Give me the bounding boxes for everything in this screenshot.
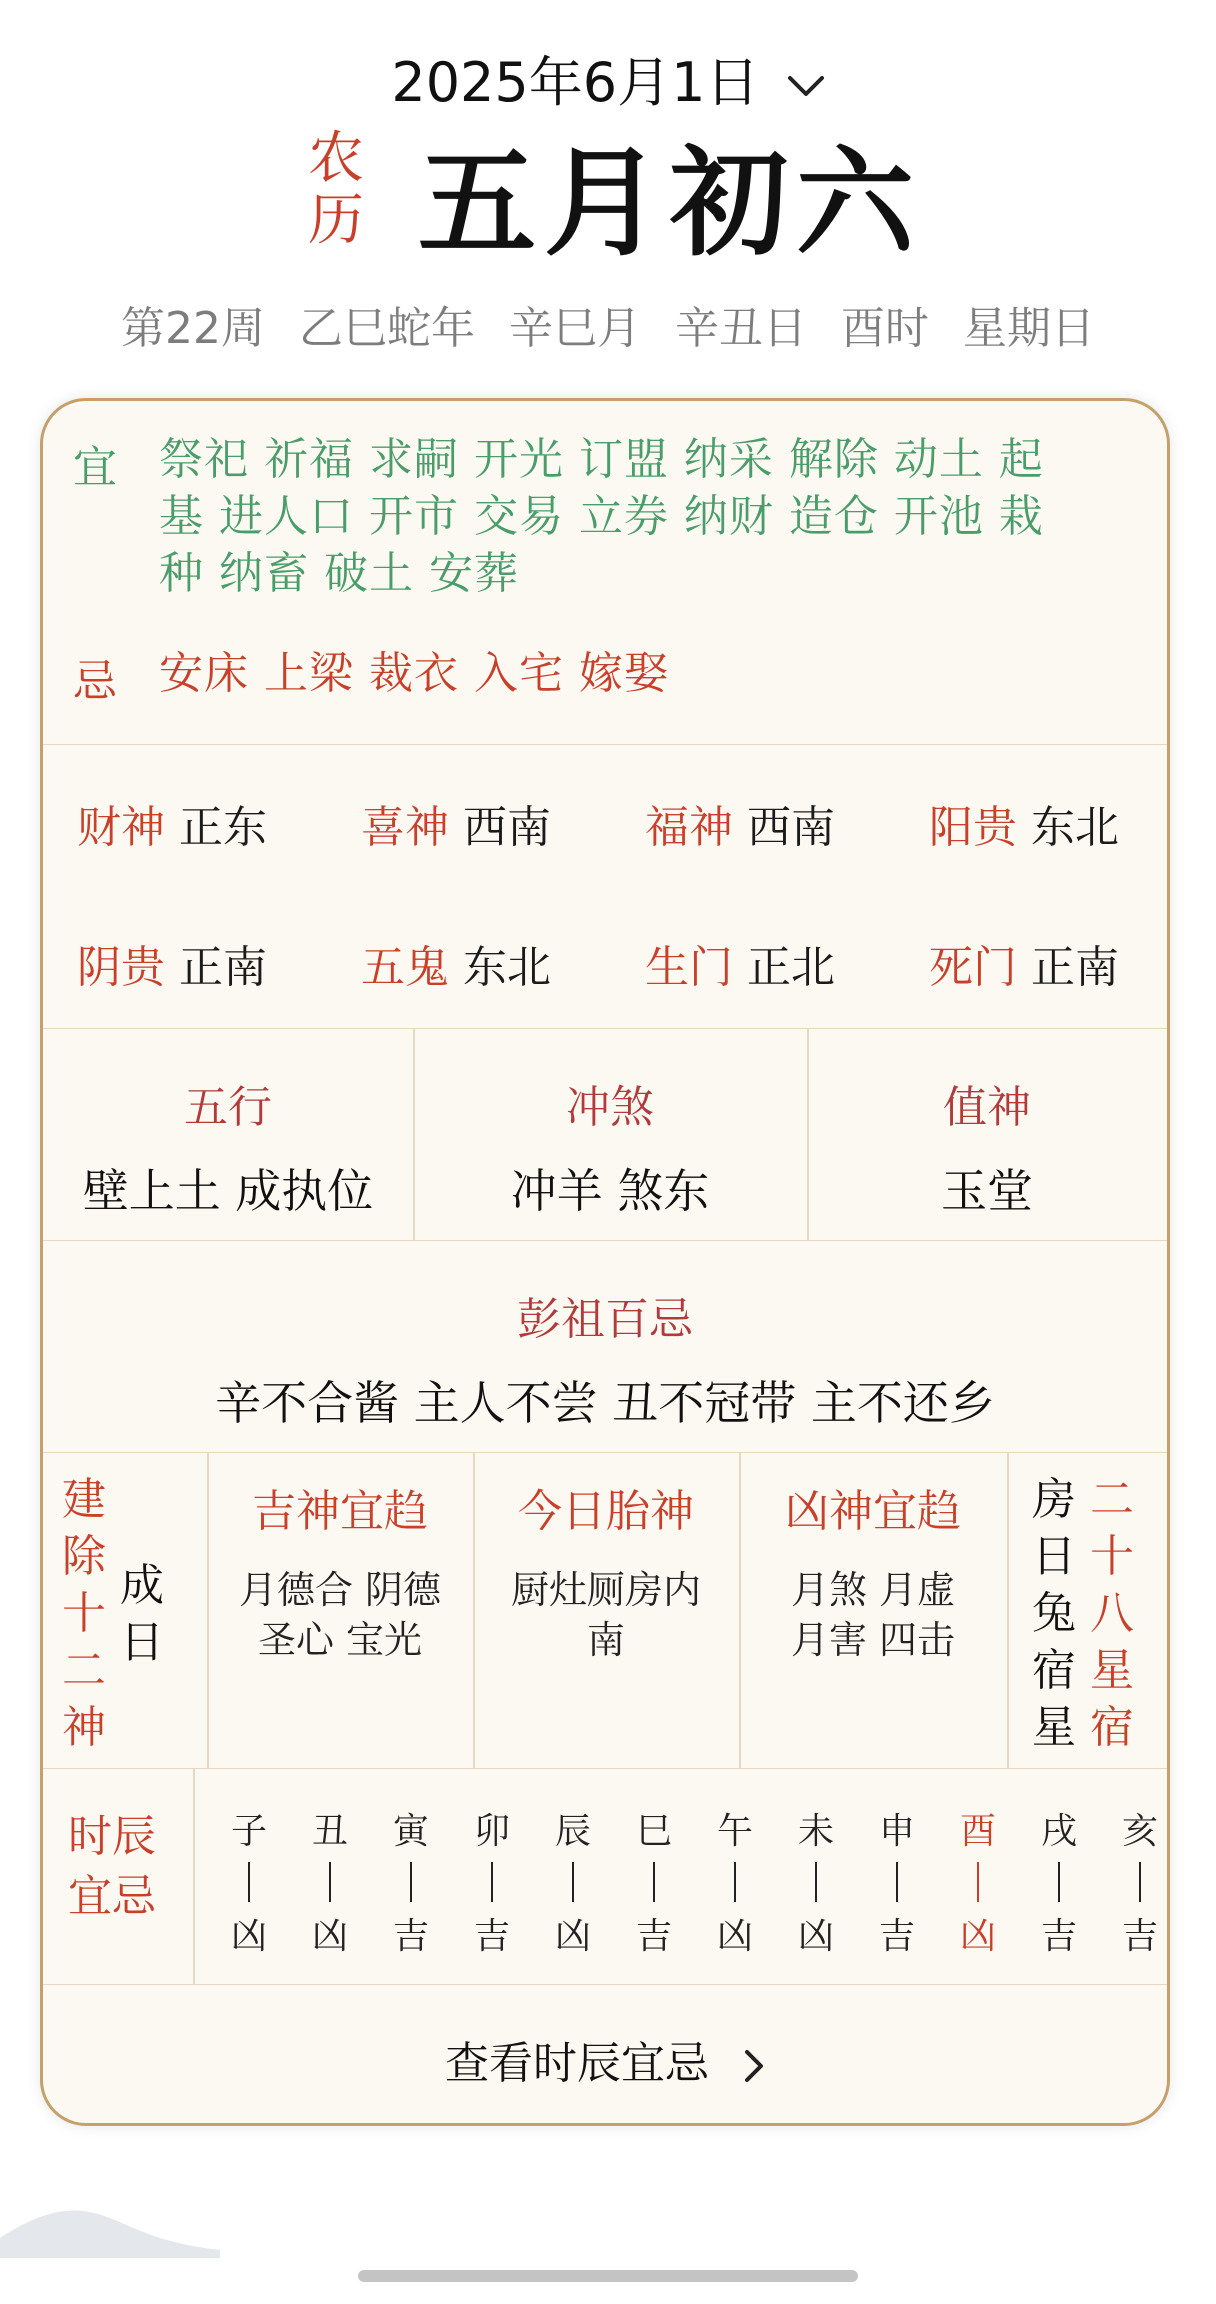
weekday: 星期日 — [963, 303, 1095, 354]
view-hours-link[interactable]: 查看时辰宜忌 — [43, 2027, 1167, 2091]
hour-name: 未 — [797, 1811, 834, 1852]
god-fu: 福神 西南 — [645, 802, 835, 853]
taishen-cell: 今日胎神 厨灶厕房内 南 — [510, 1486, 701, 1662]
xiu-label: 二 十 八 星 宿 — [1090, 1474, 1134, 1753]
hour-item[interactable] — [867, 1803, 927, 1959]
god-shengmen: 生门 正北 — [645, 942, 835, 993]
hour-result: 吉 — [635, 1916, 672, 1957]
hour-name: 午 — [716, 1811, 753, 1852]
jianchu-label: 建 除 十 二 神 — [62, 1474, 106, 1753]
jianchu-value: 成 日 — [120, 1560, 164, 1668]
hour-result: 凶 — [797, 1916, 834, 1957]
month-ganzhi: 辛巳月 — [509, 303, 641, 354]
lunar-tag: 农 历 — [308, 126, 364, 253]
lunar-date: 五月初六 — [418, 134, 923, 272]
hour-divider — [248, 1862, 250, 1902]
hour-result: 吉 — [1040, 1916, 1077, 1957]
hour-divider — [977, 1862, 979, 1902]
chevron-down-icon — [787, 74, 825, 98]
god-simen: 死门 正南 — [929, 942, 1119, 993]
hour-item[interactable] — [1029, 1803, 1089, 1959]
gods-directions-section — [43, 745, 1167, 1029]
yi-text: 祭祀 祈福 求嗣 开光 订盟 纳采 解除 动土 起 基 进人口 开市 交易 立券 纳财 造仓 开池 栽 种 纳畜 破土 安葬 — [159, 434, 1044, 599]
hours-section — [43, 1769, 1167, 1985]
xiongshen-cell: 凶神宜趋 月煞 月虚 月害 四击 — [785, 1486, 961, 1662]
hour-result: 凶 — [716, 1916, 753, 1957]
year-ganzhi: 乙巳蛇年 — [299, 303, 475, 354]
god-wugui: 五鬼 东北 — [361, 942, 551, 993]
god-cai: 财神 正东 — [77, 802, 267, 853]
hour-divider — [815, 1862, 817, 1902]
xiu-value: 房 日 兔 宿 星 — [1032, 1474, 1076, 1753]
hour-result: 吉 — [1121, 1916, 1158, 1957]
hour-item[interactable] — [462, 1803, 522, 1959]
god-yanggui: 阳贵 东北 — [929, 802, 1119, 853]
hour-ganzhi: 酉时 — [841, 303, 929, 354]
pengzu-title: 彭祖百忌 — [517, 1294, 693, 1345]
hour-item[interactable] — [300, 1803, 360, 1959]
hour-divider — [410, 1862, 412, 1902]
wuxing-chongsha-zhishen-section — [43, 1029, 1167, 1241]
hour-result: 凶 — [959, 1916, 996, 1957]
jianchu-cell — [43, 1453, 207, 1768]
hour-item[interactable] — [705, 1803, 765, 1959]
hour-divider — [896, 1862, 898, 1902]
hours-label: 时辰 宜忌 — [68, 1811, 156, 1922]
hour-name: 申 — [878, 1811, 915, 1852]
hour-divider — [329, 1862, 331, 1902]
pengzu-section — [43, 1241, 1167, 1453]
chongsha-cell: 冲煞 冲羊 煞东 — [510, 1082, 710, 1218]
jishen-cell: 吉神宜趋 月德合 阴德 圣心 宝光 — [238, 1486, 442, 1662]
date-picker[interactable] — [0, 40, 1216, 117]
mountain-decoration — [0, 2198, 220, 2258]
xiu-cell — [1007, 1453, 1167, 1768]
hour-item[interactable] — [543, 1803, 603, 1959]
hour-result: 凶 — [311, 1916, 348, 1957]
hour-divider — [653, 1862, 655, 1902]
hour-name: 寅 — [392, 1811, 429, 1852]
hour-name: 辰 — [554, 1811, 591, 1852]
hour-divider — [1058, 1862, 1060, 1902]
hour-name: 丑 — [311, 1811, 348, 1852]
yi-ji-section — [43, 401, 1167, 745]
hour-item[interactable] — [624, 1803, 684, 1959]
home-indicator[interactable] — [358, 2270, 858, 2282]
hour-result: 吉 — [878, 1916, 915, 1957]
yi-label: 宜 — [73, 442, 117, 493]
hour-result: 吉 — [473, 1916, 510, 1957]
hour-divider — [1139, 1862, 1141, 1902]
god-yingui: 阴贵 正南 — [77, 942, 267, 993]
hour-name: 戌 — [1040, 1811, 1077, 1852]
hour-name: 巳 — [635, 1811, 672, 1852]
hour-divider — [734, 1862, 736, 1902]
shen-sha-section — [43, 1453, 1167, 1769]
pengzu-text: 辛不合酱 主人不尝 丑不冠带 主不还乡 — [215, 1376, 995, 1430]
footer-section — [43, 1985, 1167, 2125]
week-number: 第22周 — [121, 303, 265, 354]
god-xi: 喜神 西南 — [361, 802, 551, 853]
ji-label: 忌 — [73, 656, 117, 707]
hour-result: 凶 — [554, 1916, 591, 1957]
hour-result: 凶 — [230, 1916, 267, 1957]
hour-item[interactable] — [948, 1803, 1008, 1959]
day-ganzhi: 辛丑日 — [675, 303, 807, 354]
almanac-card — [40, 398, 1170, 2126]
ganzhi-subline — [0, 292, 1216, 356]
hour-divider — [572, 1862, 574, 1902]
solar-date: 2025年6月1日 — [391, 51, 760, 114]
hour-name: 子 — [230, 1811, 267, 1852]
zhishen-cell: 值神 玉堂 — [941, 1082, 1033, 1218]
hour-divider — [491, 1862, 493, 1902]
chevron-right-icon — [743, 2048, 765, 2084]
hour-result: 吉 — [392, 1916, 429, 1957]
hour-item[interactable] — [1110, 1803, 1170, 1959]
hour-name: 亥 — [1121, 1811, 1158, 1852]
ji-text: 安床 上梁 裁衣 入宅 嫁娶 — [159, 648, 669, 699]
wuxing-cell: 五行 壁上土 成执位 — [82, 1082, 374, 1218]
hour-item[interactable] — [786, 1803, 846, 1959]
hour-name: 酉 — [959, 1811, 996, 1852]
hour-name: 卯 — [473, 1811, 510, 1852]
hour-item[interactable] — [219, 1803, 279, 1959]
hour-item[interactable] — [381, 1803, 441, 1959]
